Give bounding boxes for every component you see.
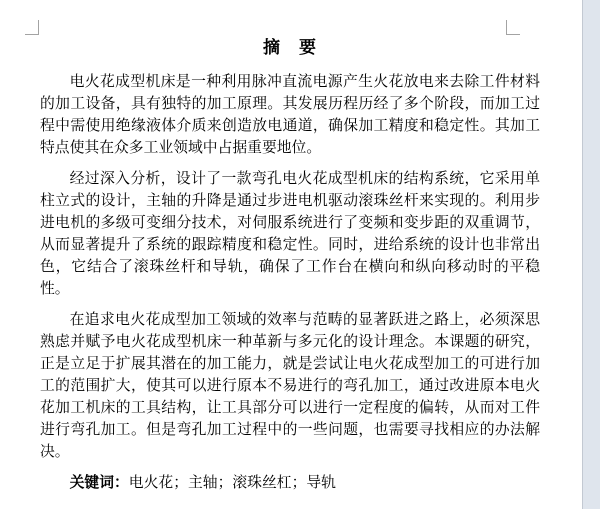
keywords-label: 关键词：: [69, 475, 129, 491]
abstract-paragraph-3: 在追求电火花成型加工领域的效率与范畴的显著跃进之路上，必须深思熟虑并赋予电火花成型机床一种革新与多元化的设计理念。本课题的研究，正是立足于扩展其潜在的加工能力，就是尝试让电火花成型加工的可进行加工的范围扩大，使其可以进行原本不易进行的弯孔加工，通过改进原本电火花加工机床的工具结构，让工具部分可以进行一定程度的偏转，从而对工件进行弯孔加工。但是弯孔加工过程中的一些问题，也需要寻找相应的办法解决。: [40, 312, 540, 460]
page-title: 摘 要: [263, 38, 317, 57]
text-boundary-mark-top-left: [25, 20, 39, 35]
abstract-section: [40, 0, 540, 503]
keywords-line: [40, 472, 540, 494]
keywords-text: 电火花；主轴；滚珠丝杠；导轨: [128, 475, 336, 491]
window-edge-strip: [582, 0, 600, 509]
abstract-paragraph-2: 经过深入分析，设计了一款弯孔电火花成型机床的结构系统，它采用单柱立式的设计，主轴的升降是通过步进电机驱动滚珠丝杆来实现的。利用步进电机的多级可变细分技术，对伺服系统进行了变频和变步距的双重调节，从而显著提升了系统的跟踪精度和稳定性。同时，进给系统的设计也非常出色，它结合了滚珠丝杆和导轨，确保了工作台在横向和纵向移动时的平稳性。: [40, 171, 540, 297]
abstract-paragraph-1: 电火花成型机床是一种利用脉冲直流电源产生火花放电来去除工件材料的加工设备，具有独特的加工原理。其发展历程历经了多个阶段，而加工过程中需使用绝缘液体介质来创造放电通道，确保加工精度和稳定性。其加工特点使其在众多工业领域中占据重要地位。: [40, 74, 540, 156]
